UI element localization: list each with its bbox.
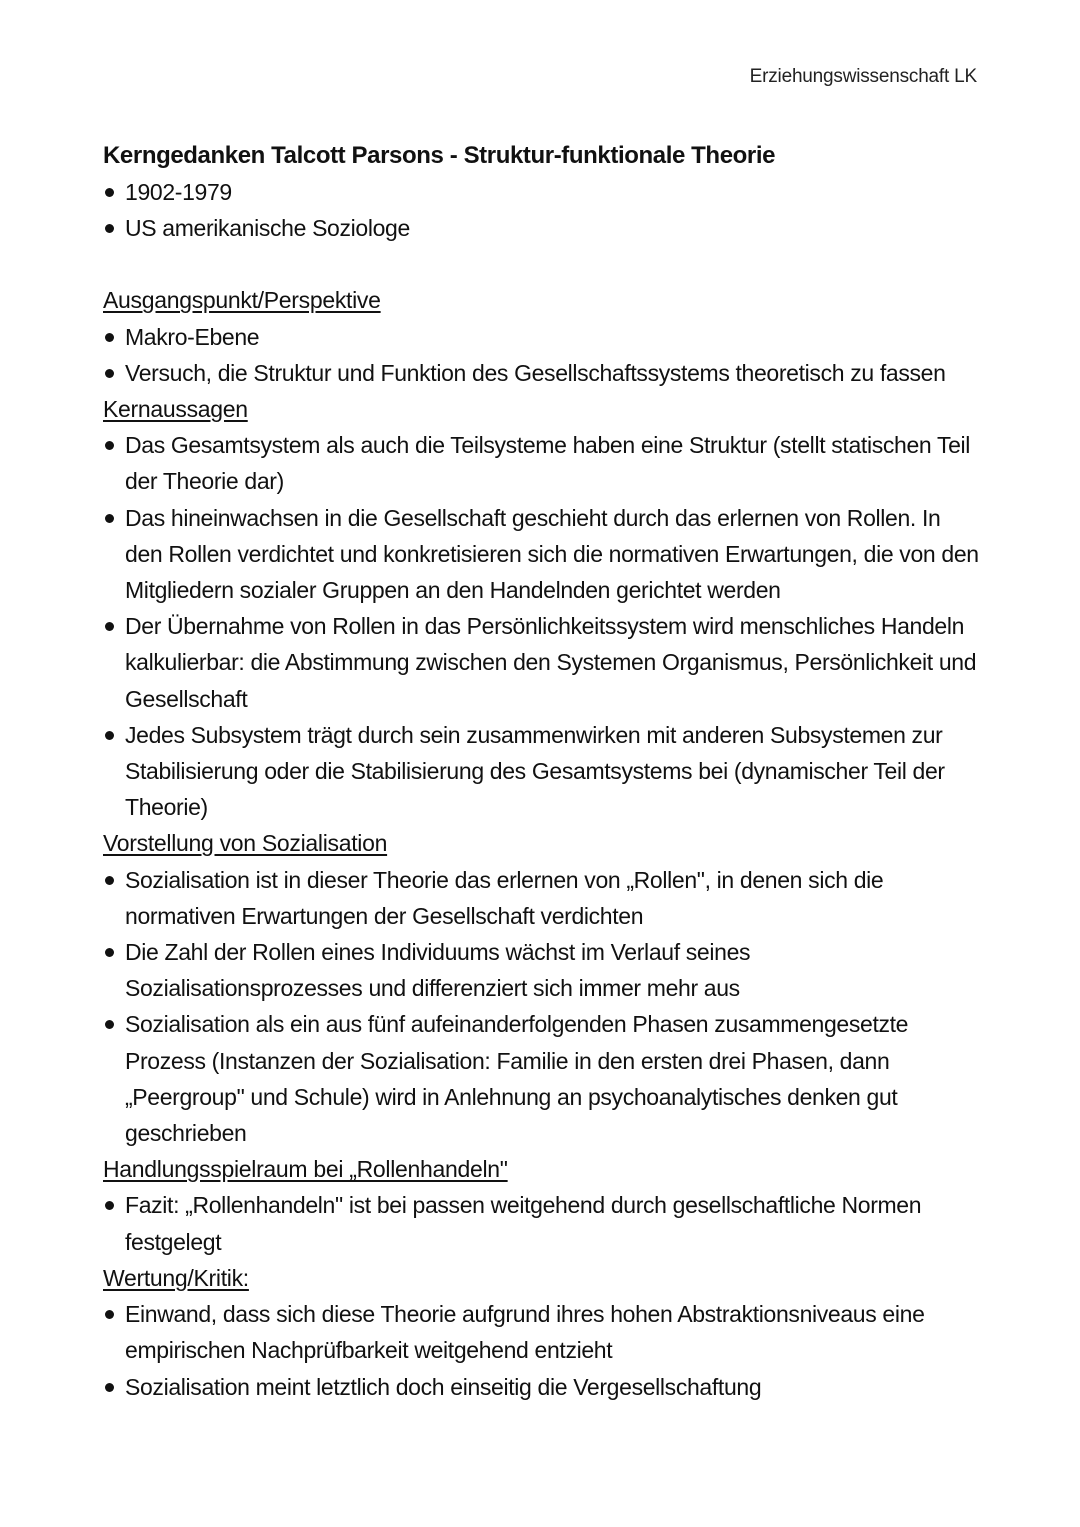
list-item: Versuch, die Struktur und Funktion des Gesellschaftssystems theoretisch zu fassen <box>103 355 983 391</box>
section-heading-perspective: Ausgangspunkt/Perspektive <box>103 287 381 314</box>
bullet-icon <box>105 1310 114 1319</box>
bullet-icon <box>105 876 114 885</box>
bullet-icon <box>105 622 114 631</box>
bullet-icon <box>105 514 114 523</box>
section-heading-critique: Wertung/Kritik: <box>103 1264 249 1291</box>
section-list-core-statements <box>103 427 983 825</box>
list-item: Der Übernahme von Rollen in das Persönlichkeitssystem wird menschliches Handeln kalkulierbar: die Abstimmung zwischen den Systemen Organismus, Persönlichkeit und Gesellschaft <box>103 608 983 717</box>
list-item: Jedes Subsystem trägt durch sein zusammenwirken mit anderen Subsystemen zur Stabilisierung oder die Stabilisierung des Gesamtsystems bei (dynamischer Teil der Theorie) <box>103 717 983 826</box>
list-item: Fazit: „Rollenhandeln" ist bei passen weitgehend durch gesellschaftliche Normen festgelegt <box>103 1187 983 1259</box>
list-item: Makro-Ebene <box>103 319 983 355</box>
bullet-icon <box>105 731 114 740</box>
list-item: Sozialisation als ein aus fünf aufeinanderfolgenden Phasen zusammengesetzte Prozess (Instanzen der Sozialisation: Familie in den ersten drei Phasen, dann „Peergroup" und Schule) wird in Anlehnung an psychoanalytisches denken gut geschrieben <box>103 1006 983 1151</box>
bullet-icon <box>105 1201 114 1210</box>
document-content <box>103 138 983 1405</box>
bullet-icon <box>105 369 114 378</box>
section-list-role-action <box>103 1187 983 1259</box>
bullet-icon <box>105 333 114 342</box>
section-list-socialization <box>103 862 983 1152</box>
spacer <box>103 246 983 282</box>
section-list-perspective <box>103 319 983 391</box>
bullet-icon <box>105 1383 114 1392</box>
list-item: Das Gesamtsystem als auch die Teilsysteme haben eine Struktur (stellt statischen Teil der Theorie dar) <box>103 427 983 499</box>
section-heading-socialization: Vorstellung von Sozialisation <box>103 830 388 857</box>
subject-header: Erziehungswissenschaft LK <box>749 66 977 87</box>
bullet-icon <box>105 1020 114 1029</box>
intro-list <box>103 174 983 246</box>
bullet-icon <box>105 188 114 197</box>
document-title: Kerngedanken Talcott Parsons - Struktur-funktionale Theorie <box>103 142 776 169</box>
list-item: Sozialisation meint letztlich doch einseitig die Vergesellschaftung <box>103 1369 983 1405</box>
list-item: US amerikanische Soziologe <box>103 210 983 246</box>
list-item: Sozialisation ist in dieser Theorie das erlernen von „Rollen", in denen sich die normativen Erwartungen der Gesellschaft verdichten <box>103 862 983 934</box>
bullet-icon <box>105 441 114 450</box>
bullet-icon <box>105 224 114 233</box>
list-item: Einwand, dass sich diese Theorie aufgrund ihres hohen Abstraktionsniveaus eine empirischen Nachprüfbarkeit weitgehend entzieht <box>103 1296 983 1368</box>
list-item: 1902-1979 <box>103 174 983 210</box>
list-item: Die Zahl der Rollen eines Individuums wächst im Verlauf seines Sozialisationsprozesses und differenziert sich immer mehr aus <box>103 934 983 1006</box>
bullet-icon <box>105 948 114 957</box>
section-heading-role-action: Handlungsspielraum bei „Rollenhandeln" <box>103 1156 508 1183</box>
section-list-critique <box>103 1296 983 1405</box>
list-item: Das hineinwachsen in die Gesellschaft geschieht durch das erlernen von Rollen. In den Rollen verdichtet und konkretisieren sich die normativen Erwartungen, die von den Mitgliedern sozialer Gruppen an den Handelnden gerichtet werden <box>103 500 983 609</box>
section-heading-core-statements: Kernaussagen <box>103 396 248 423</box>
